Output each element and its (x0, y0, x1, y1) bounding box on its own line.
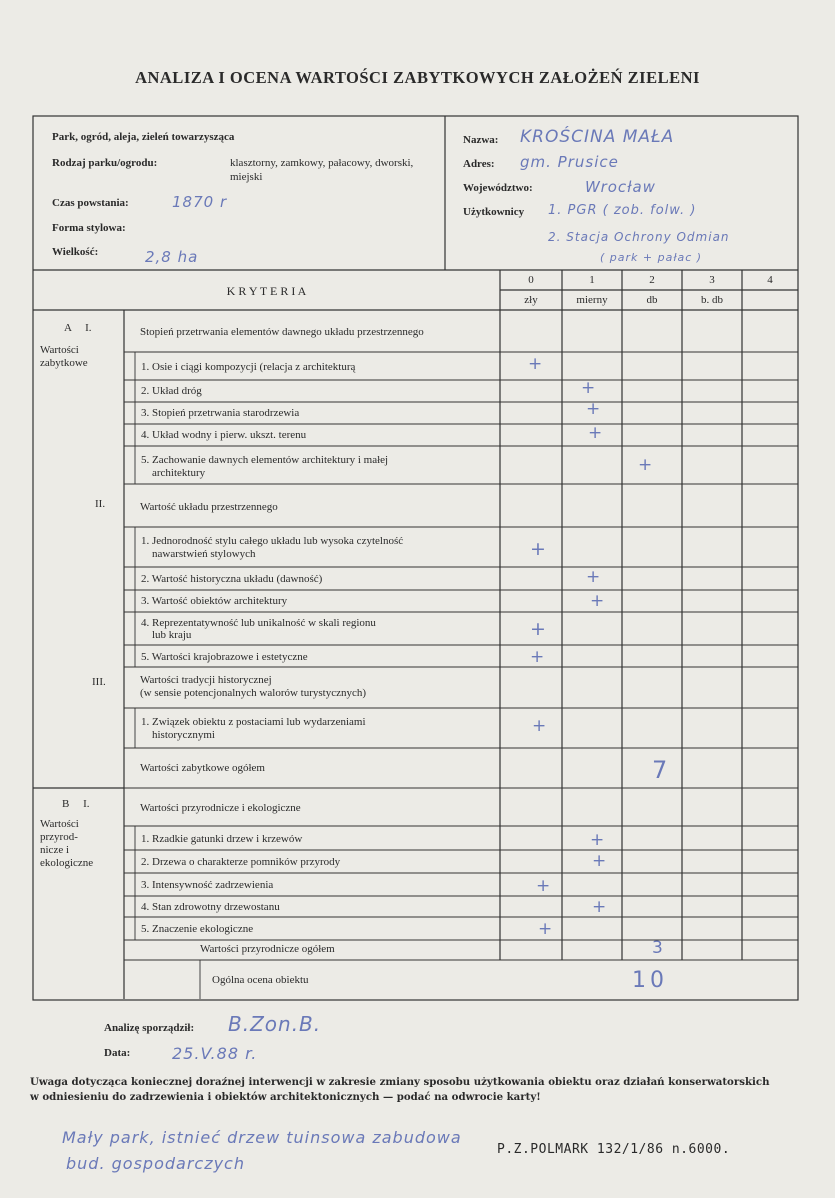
adres-label: Adres: (463, 158, 495, 170)
section-a-name-1: Wartości (40, 344, 79, 356)
a3-row-1-label-2: historycznymi (152, 729, 215, 741)
score-label-3: b. db (701, 294, 723, 306)
b-row-4-label: 4. Stan zdrowotny drzewostanu (141, 901, 280, 913)
data-label: Data: (104, 1047, 131, 1059)
section-a-sub3-1: Wartości tradycji historycznej (140, 674, 272, 686)
uwaga-line-2: w odniesieniu do zadrzewienia i obiektów architektonicznych — podać na odwrocie karty! (30, 1091, 541, 1103)
overall-label: Ogólna ocena obiektu (212, 974, 309, 986)
czas-label: Czas powstania: (52, 197, 129, 209)
section-a-sub2: Wartość układu przestrzennego (140, 501, 278, 513)
b-row-5-label: 5. Znaczenie ekologiczne (141, 923, 254, 935)
handwritten-note-1: Mały park, istnieć drzew tuinsowa zabudowa (62, 1128, 462, 1147)
a1-row-1-label: 1. Osie i ciągi kompozycji (relacja z architekturą (141, 361, 356, 373)
a2-row-1-label-2: nawarstwień stylowych (152, 548, 256, 560)
a1-row-2-mark: + (581, 378, 596, 398)
nazwa-value: KROŚCINA MAŁA (520, 127, 675, 147)
a1-row-3-label: 3. Stopień przetrwania starodrzewia (141, 407, 300, 419)
score-4: 4 (767, 274, 773, 286)
a1-row-5-label-2: architektury (152, 467, 206, 479)
section-a-total-label: Wartości zabytkowe ogółem (140, 762, 265, 774)
form-title: ANALIZA I OCENA WARTOŚCI ZABYTKOWYCH ZAŁOŻEŃ ZIELENI (135, 68, 700, 87)
b-row-3-mark: + (536, 876, 551, 896)
a2-row-3-mark: + (590, 591, 605, 611)
section-a-sub1: Stopień przetrwania elementów dawnego układu przestrzennego (140, 326, 424, 338)
adres-value: gm. Prusice (520, 153, 619, 171)
wielkosc-label: Wielkość: (52, 246, 99, 258)
a2-row-4-mark: + (530, 618, 546, 640)
a1-row-4-mark: + (588, 423, 603, 443)
rodzaj-options-2: miejski (230, 171, 263, 183)
score-label-1: mierny (576, 294, 608, 306)
uwaga-line-1: Uwaga dotycząca koniecznej doraźnej interwencji w zakresie zmiany sposobu użytkowania obiektu oraz działań konserwatorskich (30, 1076, 770, 1088)
section-b-total-value: 3 (652, 938, 663, 958)
a2-row-4-label-2: lub kraju (152, 629, 192, 641)
section-b-sub1: Wartości przyrodnicze i ekologiczne (140, 802, 301, 814)
b-row-2-label: 2. Drzewa o charakterze pomników przyrody (141, 856, 341, 868)
a1-row-5-mark: + (638, 455, 653, 475)
score-3: 3 (709, 274, 715, 286)
a2-row-1-mark: + (530, 538, 546, 560)
b-row-1-label: 1. Rzadkie gatunki drzew i krzewów (141, 833, 303, 845)
a2-row-1-label: 1. Jednorodność stylu całego układu lub wysoka czytelność (141, 535, 404, 547)
czas-value: 1870 r (172, 193, 228, 211)
uzytkownicy-value-2: 2. Stacja Ochrony Odmian (548, 230, 730, 244)
kryteria-header: K R Y T E R I A (226, 284, 307, 298)
handwritten-note-2: bud. gospodarczych (66, 1154, 245, 1173)
a1-row-3-mark: + (586, 399, 601, 419)
section-b-name-3: nicze i (40, 844, 70, 856)
a2-row-2-mark: + (586, 567, 601, 587)
b-row-4-mark: + (592, 897, 607, 917)
analiza-signature: B.Zon.B. (228, 1012, 322, 1036)
uzytkownicy-value-1: 1. PGR ( zob. folw. ) (548, 203, 697, 218)
uzytkownicy-value-3: ( park + pałac ) (600, 251, 703, 264)
a1-row-5-label: 5. Zachowanie dawnych elementów architektury i małej (141, 454, 389, 466)
data-value: 25.V.88 r. (172, 1044, 258, 1063)
section-a-code: A I. (64, 322, 92, 334)
section-b-total-label: Wartości przyrodnicze ogółem (200, 943, 335, 955)
section-b-code: B I. (62, 798, 90, 810)
rodzaj-options: klasztorny, zamkowy, pałacowy, dworski, (230, 157, 414, 169)
score-label-0: zły (524, 294, 538, 306)
a2-row-5-mark: + (530, 647, 545, 667)
section-b-name-4: ekologiczne (40, 857, 94, 869)
score-label-2: db (646, 294, 658, 306)
a2-row-4-label: 4. Reprezentatywność lub unikalność w skali regionu (141, 617, 376, 629)
b-row-5-mark: + (538, 919, 553, 939)
section-a-sub3-2: (w sensie potencjonalnych walorów turystycznych) (140, 687, 367, 699)
b-row-2-mark: + (592, 851, 607, 871)
score-1: 1 (589, 274, 595, 286)
section-a-total-value: 7 (652, 756, 668, 784)
b-row-3-label: 3. Intensywność zadrzewienia (141, 879, 274, 891)
a2-row-2-label: 2. Wartość historyczna układu (dawność) (141, 573, 323, 585)
a2-row-5-label: 5. Wartości krajobrazowe i estetyczne (141, 651, 308, 663)
park-label: Park, ogród, aleja, zieleń towarzysząca (52, 131, 235, 143)
b-row-1-mark: + (590, 830, 605, 850)
score-2: 2 (649, 274, 655, 286)
wielkosc-value: 2,8 ha (145, 248, 199, 266)
a1-row-1-mark: + (528, 354, 543, 374)
section-a-iii-num: III. (92, 676, 106, 688)
section-b-name-2: przyrod- (40, 831, 78, 843)
analiza-label: Analizę sporządził: (104, 1022, 195, 1034)
a3-row-1-mark: + (532, 716, 547, 736)
overall-value: 10 (632, 968, 668, 993)
nazwa-label: Nazwa: (463, 134, 499, 146)
wojewodztwo-value: Wrocław (585, 178, 656, 196)
a1-row-2-label: 2. Układ dróg (141, 385, 202, 397)
a1-row-4-label: 4. Układ wodny i pierw. ukszt. terenu (141, 429, 307, 441)
forma-label: Forma stylowa: (52, 222, 126, 234)
wojewodztwo-label: Województwo: (463, 182, 533, 194)
a2-row-3-label: 3. Wartość obiektów architektury (141, 595, 288, 607)
score-0: 0 (528, 274, 534, 286)
section-a-ii-num: II. (95, 498, 106, 510)
section-b-name-1: Wartości (40, 818, 79, 830)
rodzaj-label: Rodzaj parku/ogrodu: (52, 157, 158, 169)
print-code: P.Z.POLMARK 132/1/86 n.6000. (497, 1142, 731, 1157)
section-a-name-2: zabytkowe (40, 357, 88, 369)
a3-row-1-label: 1. Związek obiektu z postaciami lub wydarzeniami (141, 716, 366, 728)
uzytkownicy-label: Użytkownicy (463, 206, 525, 218)
